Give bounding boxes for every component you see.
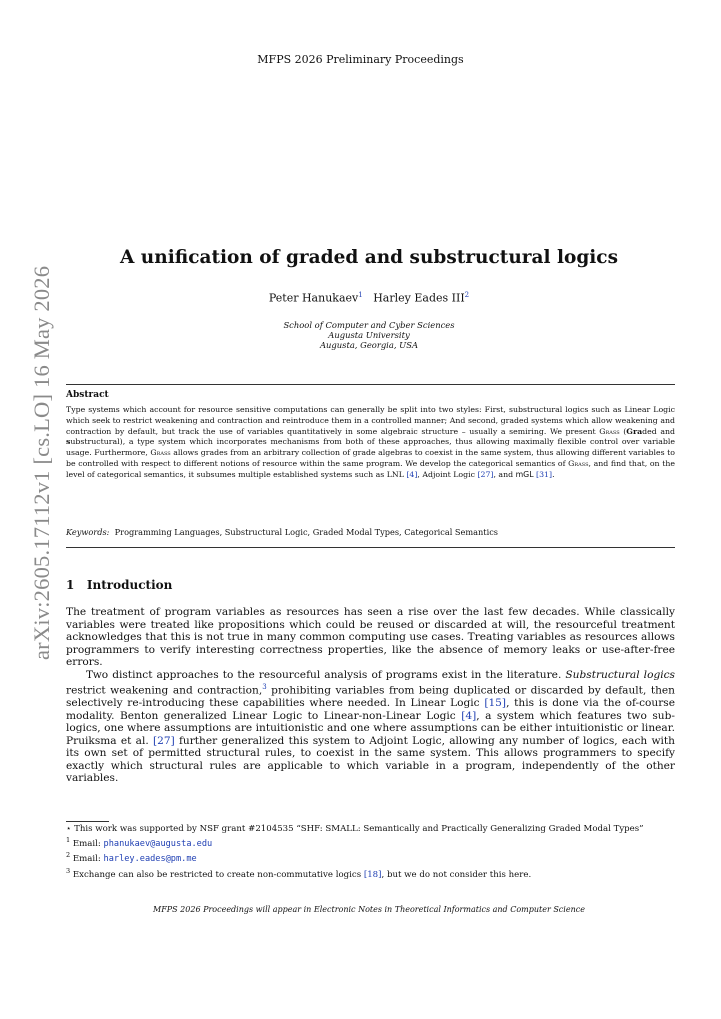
footnote-star: ⋆ This work was supported by NSF grant #2104535 “SHF: SMALL: Semantically and Practically Generalizing Graded Modal Types”	[66, 824, 644, 834]
footnotes	[66, 824, 675, 881]
section-title: Introduction	[86, 578, 173, 592]
system-name: Grass	[568, 458, 589, 468]
author-list	[0, 291, 721, 305]
abstract-text: Type systems which account for resource sensitive computations can generally be split into two styles: First, substructural logics such as Linear Logic which seek to restrict weakening and contraction and reintroduce them in a controlled manner; And second, graded systems which allow weakening and contraction by default, but track the use of variables quantitatively in some algebraic structure – usually a semiring. We present Grass (Graded and substructural), a type system which incorporates mechanisms from both of these approaches, thus allowing maximally flexible control over variable usage. Furthermore, Grass allows grades from an arbitrary collection of grade algebras to coexist in the same system, thus allowing different variables to be controlled with respect to different notions of resource within the same program. We develop the categorical semantics of Grass, and find that, on the level of categorical semantics, it subsumes multiple established systems such as LNL [4], Adjoint Logic [27], and mGL [31].	[66, 405, 675, 479]
footnote-1: $^1$ Email: phanukaev@augusta.edu	[66, 836, 213, 850]
citation-link[interactable]: [27]	[152, 734, 175, 747]
footnote-2: $^2$ Email: harley.eades@pm.me	[66, 851, 197, 865]
affiliation-line: Augusta, Georgia, USA	[319, 340, 419, 350]
affiliation-line: Augusta University	[328, 330, 410, 340]
email-link[interactable]: phanukaev@augusta.edu	[103, 839, 213, 850]
paper-title: A unification of graded and substructural logics	[120, 247, 618, 268]
keywords-text: Programming Languages, Substructural Logic, Graded Modal Types, Categorical Semantics	[114, 527, 498, 537]
footnote-3: $^3$ Exchange can also be restricted to create non-commutative logics [18], but we do not consider this here.	[66, 866, 532, 880]
paragraph: The treatment of program variables as resources has seen a rise over the last few decades. While classically variables were treated like propositions which could be reused or discarded at will, the resourceful treatment acknowledges that this is not true in many common computing use cases. Treating variables as resources allows programmers to verify interesting correctness properties, like the absence of memory leaks or use-after-free errors.	[66, 606, 675, 668]
citation-link[interactable]: [15]	[484, 697, 507, 710]
author-name: Harley Eades III	[373, 291, 465, 305]
section-heading	[66, 578, 172, 592]
system-name: Grass	[150, 448, 171, 458]
introduction-body	[66, 606, 675, 785]
keywords-label: Keywords:	[66, 527, 110, 537]
abstract-bottom-rule	[66, 547, 675, 548]
arxiv-identifier-stamp: arXiv:2605.17112v1 [cs.LO] 16 May 2026	[29, 265, 54, 660]
footnote-link[interactable]: 3	[262, 683, 267, 691]
abstract-heading: Abstract	[66, 390, 109, 400]
keywords	[66, 527, 675, 537]
citation-link[interactable]: [31]	[536, 469, 553, 479]
system-name: mGL	[515, 469, 534, 479]
citation-link[interactable]: [4]	[406, 469, 418, 479]
author-footnote-link[interactable]: 1	[358, 291, 363, 299]
email-link[interactable]: harley.eades@pm.me	[103, 854, 197, 865]
footnote-rule	[66, 821, 109, 822]
proceedings-footer: MFPS 2026 Proceedings will appear in Electronic Notes in Theoretical Informatics and Computer Science	[153, 905, 585, 914]
author-name: Peter Hanukaev	[268, 291, 359, 305]
author-footnote-link[interactable]: 2	[464, 291, 470, 299]
system-name: Grass	[599, 426, 620, 436]
affiliation-line: School of Computer and Cyber Sciences	[283, 320, 455, 330]
citation-link[interactable]: [27]	[477, 469, 494, 479]
abstract-top-rule	[66, 384, 675, 385]
affiliation	[0, 320, 721, 350]
paragraph: Two distinct approaches to the resourceful analysis of programs exist in the literature. Substructural logics restrict weakening and contraction,$^3$ prohibiting variables from being duplicated or discarded by default, then selectively re-introducing these capabilities where needed. In Linear Logic [15], this is done via the of-course modality. Benton generalized Linear Logic to Linear-non-Linear Logic [4], a system which features two sub-logics, one where assumptions are intuitionistic and one where assumptions can be either intuitionistic or linear. Pruiksma et al. [27] further generalized this system to Adjoint Logic, allowing any number of logics, each with its own set of permitted structural rules, to coexist in the same system. This allows programmers to specify exactly which structural rules are applicable to which variable in a program, independently of the other variables.	[66, 668, 675, 785]
citation-link[interactable]: [4]	[461, 709, 477, 722]
citation-link[interactable]: [18]	[363, 869, 382, 880]
running-header: MFPS 2026 Preliminary Proceedings	[257, 53, 464, 66]
section-number: 1	[66, 578, 75, 592]
